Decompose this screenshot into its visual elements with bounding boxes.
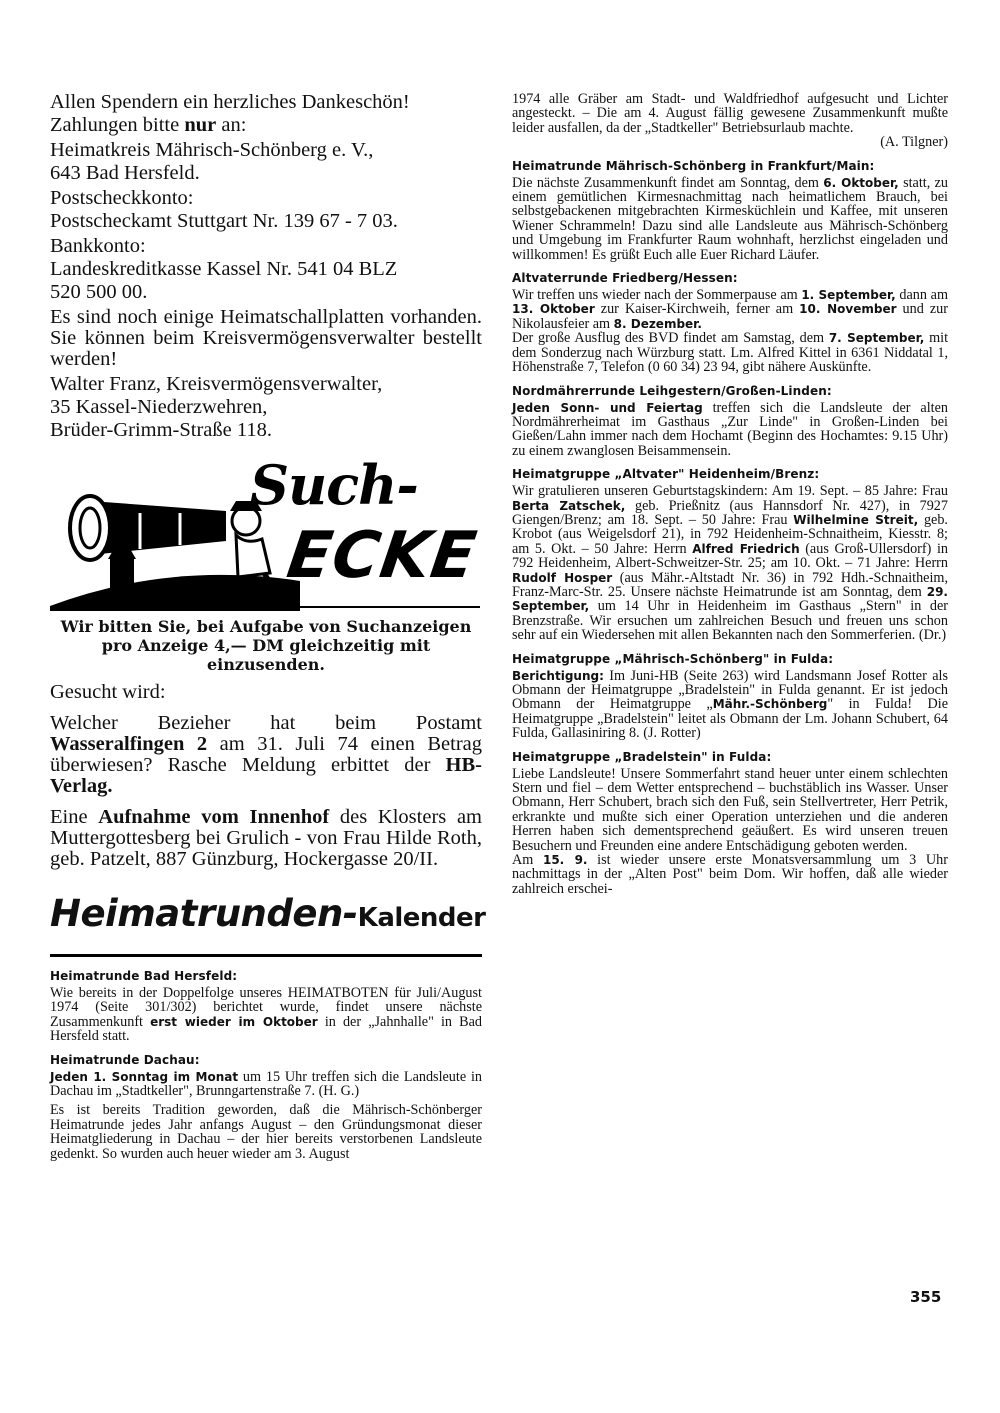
postscheck-value: Postscheckamt Stuttgart Nr. 139 67 - 7 03. — [50, 210, 398, 232]
q2-text-c: des Klosters am Muttergottesberg bei Grulich - von Frau Hilde Roth, geb. Patzelt, 887 Günzburg, Hockergasse 20/II. — [50, 806, 482, 870]
q2-emph-b: Aufnahme vom Innenhof — [98, 806, 330, 828]
heid-text-c: geb. Prießnitz (aus Hannsdorf Nr. 427), in 7927 Giengen/Brenz; am 18. Sept. – 50 Jahre: Frau — [512, 497, 948, 528]
text-frankfurt — [512, 176, 948, 262]
heading-frankfurt: Heimatrunde Mährisch-Schönberg in Frankfurt/Main: — [512, 158, 875, 173]
hersfeld-text-c: in der „Jahnhalle" in Bad Hersfeld statt. — [50, 1013, 482, 1045]
thanks-line: Allen Spendern ein herzliches Dankeschön! — [50, 91, 410, 113]
q1-emph-d: HB-Verlag. — [50, 754, 482, 797]
text-leihgestern — [512, 401, 948, 459]
bank-value-2: 520 500 00. — [50, 281, 148, 303]
brad2-text-c: ist wieder unsere erste Monatsversammlung um 3 Uhr nachmittags in der „Alten Post" beim Dom. Wir hoffen, daß alle wieder zahlreich erschei- — [512, 852, 948, 897]
friedberg-text-g: und zur Nikolausfeier am — [512, 301, 948, 332]
heading-heidenheim: Heimatgruppe „Altvater" Heidenheim/Brenz: — [512, 467, 820, 482]
kalender-rule — [50, 954, 482, 957]
heading-bradelstein: Heimatgruppe „Bradelstein" in Fulda: — [512, 749, 772, 764]
hill-shape — [50, 575, 300, 611]
address-line-2: 35 Kassel-Niederzwehren, — [50, 396, 268, 418]
q1-text-a: Welcher Bezieher hat beim Postamt — [50, 712, 482, 734]
such-ecke-logo — [50, 451, 480, 611]
ad-notice: Wir bitten Sie, bei Aufgabe von Suchanzeigen pro Anzeige 4,— DM gleichzeitig mit einzusenden. — [60, 617, 472, 674]
address-line-1: Walter Franz, Kreisvermögensverwalter, — [50, 373, 383, 395]
hersfeld-text-a: Wie bereits in der Doppelfolge unseres HEIMATBOTEN für Juli/August 1974 (Seite 301/302) berichtet wurde, findet unsere nächste Zusammenkunft — [50, 985, 482, 1030]
fulda-emph-c: Mähr.-Schönberg — [712, 697, 828, 712]
heid-name-f: Alfred Friedrich — [692, 541, 800, 556]
heid-text-i: (aus Mähr.-Altstadt Nr. 36) in 792 Hdh.-Schnaitheim, Franz-Marc-Str. 25. Unsere nächste Heimatrunde ist am Sonntag, dem — [512, 569, 948, 600]
heid-name-h: Rudolf Hosper — [512, 570, 613, 585]
text-continued: 1974 alle Gräber am Stadt- und Waldfriedhof aufgesucht und Lichter angesteckt. – Die am 4. August fällig gewesene Zusammenkunft mußte leider ausfallen, da der „Stadtkeller" Betriebsurlaub machte. — [512, 91, 948, 136]
heid-name-b: Berta Zatschek, — [512, 498, 626, 513]
payment-prefix: Zahlungen bitte — [50, 114, 185, 136]
text-dachau-1 — [50, 1070, 482, 1099]
brad2-text-a: Am — [512, 852, 543, 869]
kalender-title-a: Heimatrunden- — [50, 892, 358, 935]
payment-emph: nur — [184, 114, 217, 136]
frankfurt-date: 6. Oktober, — [823, 175, 899, 190]
text-friedberg-2 — [512, 331, 948, 374]
postscheck-label: Postscheckkonto: — [50, 187, 194, 209]
right-column — [512, 92, 948, 896]
heid-text-k: um 14 Uhr in Heidenheim im Gasthaus „Stern" in der Brenzstraße. Wir ersuchen um zahlreichen Besuch und freuen uns schon sehr auf ein Wiedersehen mit allen Bekannten nach den Sommerferien. (Dr.) — [512, 598, 948, 644]
friedberg-date-3: 10. November — [799, 302, 897, 317]
friedberg-date-1: 1. September, — [801, 288, 896, 303]
text-bradelstein-1: Liebe Landsleute! Unsere Sommerfahrt stand heuer unter einem schlechten Stern und fiel – dem Wetter entsprechend – buchstäblich ins Wasser. Unser Obmann, Herr Schubert, brach sich den Fuß, sein Stellvertreter, Herr Petrik, erkrankte und mußte sich einer Operation unterziehen und die anderen Herren haben sich dementsprechend geäußert. Es wird unseren treuen Besuchern und Freunden eine andere Entschädigung geboten werden. — [512, 765, 948, 854]
fulda-lead: Berichtigung: — [512, 668, 604, 683]
friedberg2-date: 7. September, — [828, 331, 925, 346]
text-dachau-2: Es ist bereits Tradition geworden, daß die Mährisch-Schönberger Heimatrunde jedes Jahr anfangs August – den Gründungsmonat dieser Heimatgliederung in Dachau – der hier bereits verstorbenen Landsleute gedenkt. So wurden auch heuer wieder am 3. August — [50, 1102, 482, 1162]
text-bradelstein-2 — [512, 853, 948, 896]
q1-emph-b: Wasseralfingen 2 — [50, 733, 208, 755]
payment-line — [50, 115, 482, 136]
records-text: Es sind noch einige Heimatschallplatten vorhanden. Sie können beim Kreisvermögensverwalter bestellt werden! — [50, 306, 482, 370]
dachau-lead: Jeden 1. Sonntag im Monat — [50, 1069, 239, 1084]
dachau-text-b: um 15 Uhr treffen sich die Landsleute in Dachau im „Stadtkeller", Brunngartenstraße 7. (H. G.) — [50, 1068, 482, 1100]
leihgestern-lead: Jeden Sonn- und Feiertag — [512, 400, 703, 415]
heid-name-d: Wilhelmine Streit, — [793, 512, 919, 527]
q2-text-a: Eine — [50, 806, 99, 828]
q1-text-c: am 31. Juli 74 einen Betrag überwiesen? Rasche Meldung erbittet der — [50, 733, 482, 776]
friedberg2-text-c: mit dem Sonderzug nach Würzburg statt. Lm. Alfred Kittel in 6361 Niddatal 1, Höhenstraße 7, Telefon (0 60 34) 23 94, gibt nähere Auskünfte. — [512, 330, 949, 376]
friedberg-date-2: 13. Oktober — [512, 302, 595, 317]
heid-text-e: geb. Krobot (aus Weigelsdorf 21), in 792 Heidenheim-Schnaitheim, Kiesstr. 8; am 5. Okt. – 50 Jahre: Herrn — [512, 511, 948, 557]
payment-suffix: an: — [216, 114, 247, 136]
page-number: 355 — [910, 1288, 942, 1306]
such-logo-top: Such- — [250, 453, 418, 517]
heid-text-g: (aus Groß-Ullersdorf) in 792 Heidenheim, Albert-Schweitzer-Str. 25; am 10. Okt. – 71 Jahre: Herrn — [512, 540, 948, 572]
leihgestern-text-b: treffen sich die Landsleute der alten Nordmährerheimat im Gasthaus „Zur Linde" in Großen-Linden bei Gießen/Lahn immer nach dem Hochamt (Beginn des Hochamtes: 9.15 Uhr) zu einem zwanglosen Beisammensein. — [512, 399, 948, 459]
bank-value-1: Landeskreditkasse Kassel Nr. 541 04 BLZ — [50, 258, 398, 280]
friedberg-text-e: zur Kaiser-Kirchweih, ferner am — [594, 301, 800, 318]
address-line-3: Brüder-Grimm-Straße 118. — [50, 419, 272, 441]
kalender-title — [50, 892, 486, 944]
friedberg2-text-a: Der große Ausflug des BVD findet am Samstag, dem — [512, 330, 829, 347]
friedberg-text-c: dann am — [895, 287, 948, 304]
frankfurt-text-a: Die nächste Zusammenkunft findet am Sonntag, dem — [512, 174, 824, 191]
heading-friedberg: Altvaterrunde Friedberg/Hessen: — [512, 271, 738, 286]
friedberg-date-4: 8. Dezember. — [613, 316, 702, 331]
recipient-line-1: Heimatkreis Mährisch-Schönberg e. V., — [50, 139, 374, 161]
heid-date-j: 29. September, — [512, 584, 948, 614]
bank-label: Bankkonto: — [50, 235, 146, 257]
such-logo-bottom: ECKE — [282, 519, 482, 593]
man-body — [236, 535, 270, 577]
tower-body — [110, 559, 134, 599]
fulda-text-b: Im Juni-HB (Seite 263) wird Landsmann Josef Rotter als Obmann der Heimatgruppe „Bradelstein" in Fulda genannt. Er ist jedoch Obmann der Heimatgruppe „ — [512, 667, 948, 713]
heading-dachau: Heimatrunde Dachau: — [50, 1052, 200, 1067]
hersfeld-emph: erst wieder im Oktober — [150, 1014, 318, 1029]
text-fulda — [512, 669, 948, 741]
text-friedberg-1 — [512, 288, 948, 331]
text-heidenheim — [512, 484, 948, 642]
signature-tilgner: (A. Tilgner) — [880, 134, 948, 151]
search-query-2 — [50, 807, 482, 870]
heid-text-a: Wir gratulieren unseren Geburtstagskindern: Am 19. Sept. – 85 Jahre: Frau — [512, 483, 948, 500]
fulda-text-d: " in Fulda! Die Heimatgruppe „Bradelstein" leitet als Obmann der Lm. Johann Schubert, 64 Fulda, Gallasiniring 8. (J. Rotter) — [512, 696, 948, 742]
left-column — [50, 91, 486, 1162]
telescope-lens — [70, 496, 110, 560]
text-bad-hersfeld — [50, 986, 482, 1044]
search-query-1 — [50, 713, 482, 797]
heading-leihgestern: Nordmährerrunde Leihgestern/Großen-Linden: — [512, 383, 832, 398]
heading-fulda: Heimatgruppe „Mährisch-Schönberg" in Fulda: — [512, 651, 834, 666]
gesucht-heading: Gesucht wird: — [50, 681, 166, 703]
brad2-date: 15. 9. — [542, 853, 588, 868]
heading-bad-hersfeld: Heimatrunde Bad Hersfeld: — [50, 969, 238, 983]
kalender-title-b: Kalender — [357, 903, 486, 933]
recipient-line-2: 643 Bad Hersfeld. — [50, 162, 200, 184]
frankfurt-text-c: statt, zu einem gemütlichen Kirmesnachmittag nach heimatlichem Brauch, bei selbstgebackenen mitgebrachten Kirmesküchlein und Kaffee, mit unseren Wiener Schrammeln! Dazu sind alle Landsleute aus Mährisch-Schönberg und Umgebung im Frankfurter Raum wohnhaft, herzlichst eingeladen und willkommen! Es grüßt Euch alle Euer Richard Läufer. — [512, 174, 948, 263]
friedberg-text-a: Wir treffen uns wieder nach der Sommerpause am — [512, 287, 802, 304]
